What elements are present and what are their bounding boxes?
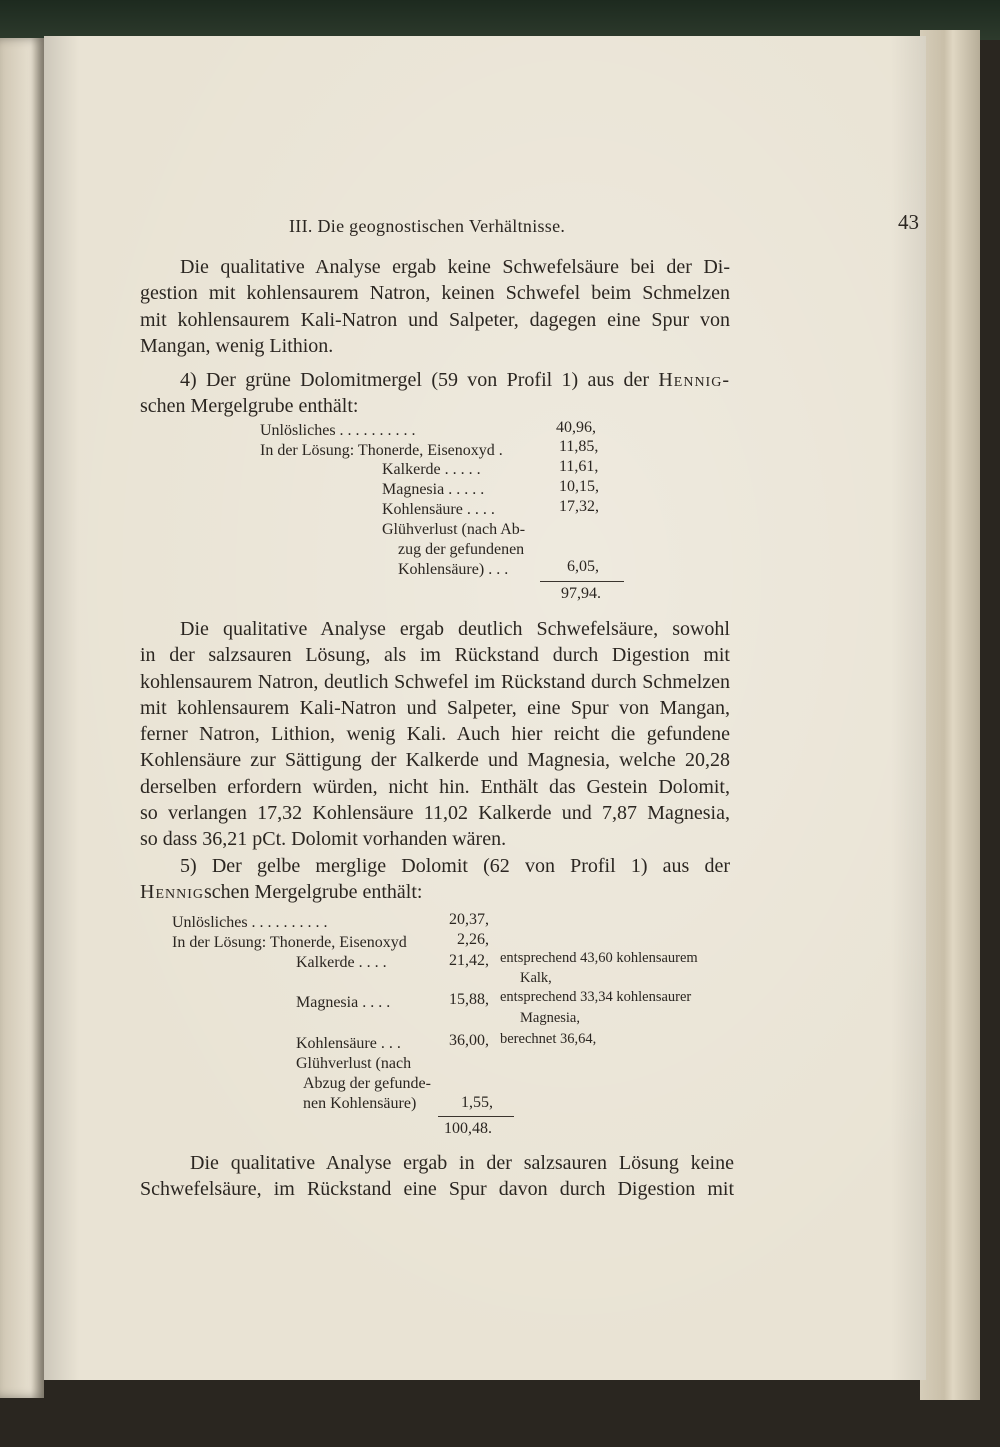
text-line: gestion mit kohlensaurem Natron, keinen Schwefel beim Schmelzen bbox=[140, 282, 730, 305]
text-line: so verlangen 17,32 Kohlensäure 11,02 Kalkerde und 7,87 Magnesia, bbox=[140, 802, 730, 825]
table-value: 11,61, bbox=[559, 458, 599, 475]
text-line: mit kohlensaurem Kali-Natron und Salpeter, eine Spur von Mangan, bbox=[140, 696, 730, 719]
table-label: Abzug der gefunde- bbox=[303, 1075, 431, 1092]
table-label: nen Kohlensäure) bbox=[303, 1095, 417, 1112]
table-label: Glühverlust (nach Ab- bbox=[382, 521, 526, 538]
sum-rule bbox=[540, 581, 624, 582]
table-label: Glühverlust (nach bbox=[296, 1055, 412, 1072]
running-title: III. Die geognostischen Verhältnisse. bbox=[289, 216, 566, 236]
text-line: in der salzsauren Lösung, als im Rückstand durch Digestion mit bbox=[140, 644, 730, 667]
table-note: berechnet 36,64, bbox=[500, 1031, 597, 1047]
table-value: 11,85, bbox=[559, 438, 599, 455]
table-label: zug der gefundenen bbox=[398, 541, 525, 558]
table-value: 21,42, bbox=[449, 952, 489, 969]
text-line: Mangan, wenig Lithion. bbox=[140, 334, 334, 357]
left-page-edge bbox=[0, 38, 44, 1398]
paragraph-4 bbox=[140, 853, 730, 906]
paragraph-1 bbox=[140, 254, 730, 359]
text-run: 4) Der grüne Dolomitmergel (59 von Profil 1) aus der bbox=[180, 369, 659, 391]
text-line: Die qualitative Analyse ergab keine Schwefelsäure bei der Di- bbox=[180, 256, 730, 278]
text-run: schen Mergelgrube enthält: bbox=[204, 881, 423, 904]
page-stack-edge bbox=[920, 30, 980, 1400]
table-label: Kohlensäure . . . . bbox=[382, 501, 495, 518]
sum-rule bbox=[438, 1116, 514, 1117]
text-line bbox=[140, 367, 730, 393]
paragraph-5 bbox=[140, 1150, 734, 1203]
table-note: entsprechend 43,60 kohlensaurem bbox=[500, 950, 698, 966]
table-label: Kalkerde . . . . . bbox=[382, 461, 481, 478]
table-value: 20,37, bbox=[449, 911, 489, 928]
table-label: Magnesia . . . . . bbox=[382, 481, 485, 498]
book-page bbox=[44, 36, 926, 1380]
page-number: 43 bbox=[898, 210, 919, 234]
paragraph-3 bbox=[140, 616, 730, 853]
text-line: Kohlensäure zur Sättigung der Kalkerde und Magnesia, welche 20,28 bbox=[140, 749, 730, 772]
proper-name: Hennig bbox=[140, 881, 204, 904]
proper-name: Hennig- bbox=[658, 369, 730, 391]
table-label: In der Lösung: Thonerde, Eisenoxyd . bbox=[260, 442, 503, 459]
text-line: Die qualitative Analyse ergab in der salzsauren Lösung keine bbox=[190, 1152, 734, 1174]
text-line: kohlensaurem Natron, deutlich Schwefel im Rückstand durch Schmelzen bbox=[140, 670, 730, 693]
text-line: derselben erfordern würden, nicht hin. Enthält das Gestein Dolomit, bbox=[140, 775, 730, 798]
table-note: Kalk, bbox=[520, 970, 552, 986]
text-line: mit kohlensaurem Kali-Natron und Salpeter, dagegen eine Spur von bbox=[140, 308, 730, 331]
text-line bbox=[140, 879, 730, 905]
table-value: 10,15, bbox=[559, 478, 599, 495]
text-line: 5) Der gelbe merglige Dolomit (62 von Profil 1) aus der bbox=[180, 855, 730, 877]
table-note: entsprechend 33,34 kohlensaurer bbox=[500, 989, 692, 1005]
table-total: 100,48. bbox=[444, 1120, 492, 1137]
table-label: Kohlensäure . . . bbox=[296, 1035, 401, 1052]
text-line: so dass 36,21 pCt. Dolomit vorhanden wären. bbox=[140, 828, 507, 851]
table-label: Kohlensäure) . . . bbox=[398, 561, 509, 578]
text-line: schen Mergelgrube enthält: bbox=[140, 395, 359, 418]
table-note: Magnesia, bbox=[520, 1010, 580, 1026]
text-line: Die qualitative Analyse ergab deutlich Schwefelsäure, sowohl bbox=[180, 618, 730, 640]
table-label: In der Lösung: Thonerde, Eisenoxyd bbox=[172, 934, 407, 951]
table-label: Magnesia . . . . bbox=[296, 994, 391, 1011]
paragraph-2 bbox=[140, 367, 730, 420]
text-line: ferner Natron, Lithion, wenig Kali. Auch hier reicht die gefundene bbox=[140, 723, 730, 746]
table-value: 40,96, bbox=[556, 419, 596, 436]
table-value: 15,88, bbox=[449, 991, 489, 1008]
table-value: 2,26, bbox=[457, 931, 489, 948]
table-value: 36,00, bbox=[449, 1032, 489, 1049]
table-value: 6,05, bbox=[567, 558, 599, 575]
book-binding-top bbox=[0, 0, 1000, 40]
table-total: 97,94. bbox=[561, 585, 601, 602]
table-label: Unlösliches . . . . . . . . . . bbox=[260, 422, 416, 439]
table-value: 1,55, bbox=[461, 1094, 493, 1111]
text-line: Schwefelsäure, im Rückstand eine Spur davon durch Digestion mit bbox=[140, 1178, 734, 1201]
table-label: Unlösliches . . . . . . . . . . bbox=[172, 914, 328, 931]
table-label: Kalkerde . . . . bbox=[296, 954, 387, 971]
running-header bbox=[289, 210, 919, 252]
table-value: 17,32, bbox=[559, 498, 599, 515]
